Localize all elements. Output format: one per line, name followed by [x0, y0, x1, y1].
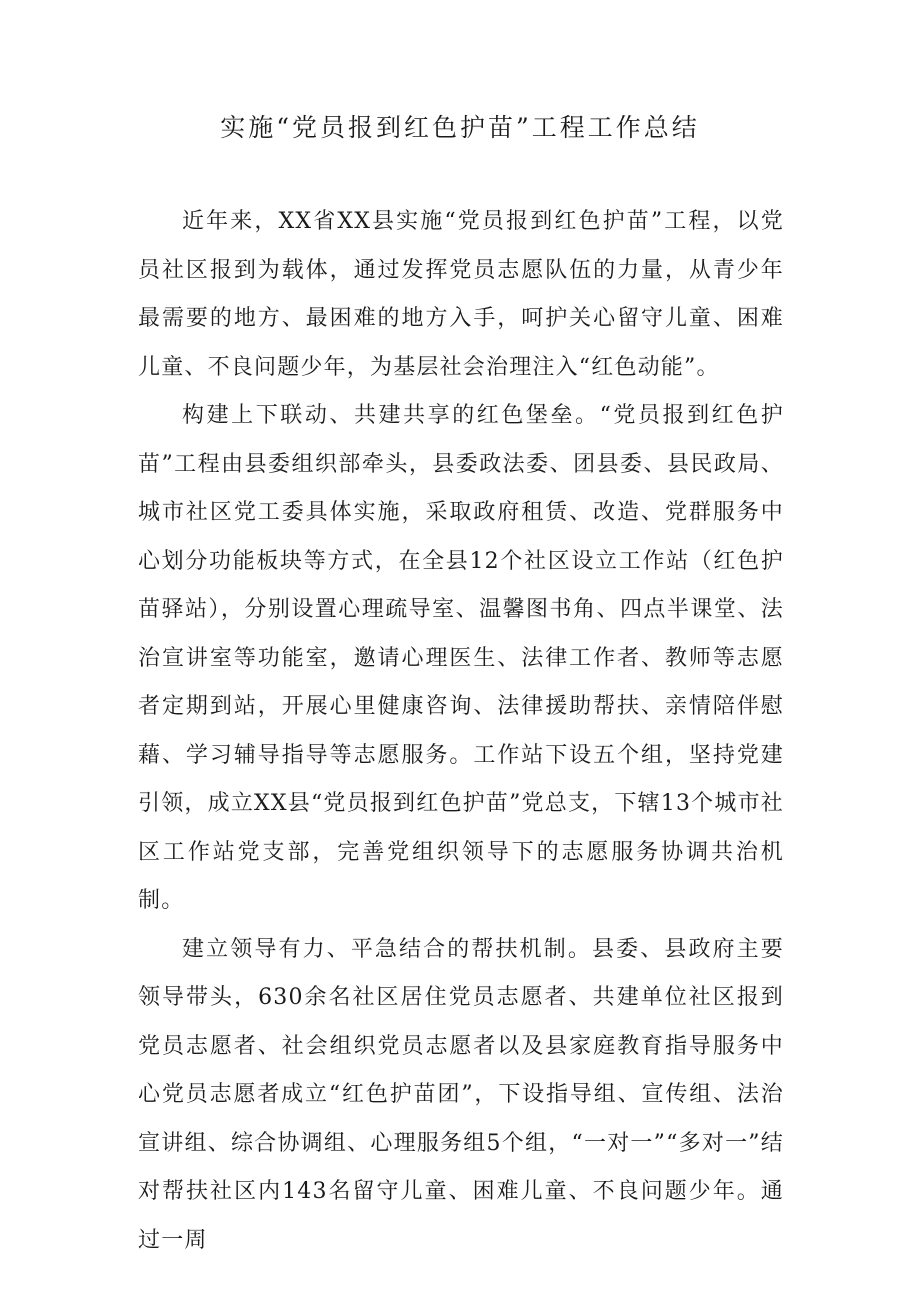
paragraph-assistance-mechanism: 建立领导有力、平急结合的帮扶机制。县委、县政府主要领导带头，630余名社区居住党员志愿者、共建单位社区报到党员志愿者、社会组织党员志愿者以及县家庭教育指导服务中心党员志愿者成立“红色护苗团”，下设指导组、宣传组、法治宣讲组、综合协调组、心理服务组5个组，“一对一”“多对一”结对帮扶社区内143名留守儿童、困难儿童、不良问题少年。通过一周 — [138, 936, 784, 1253]
document-title: 实施“党员报到红色护苗”工程工作总结 — [220, 113, 700, 142]
paragraph-red-fortress: 构建上下联动、共建共享的红色堡垒。“党员报到红色护苗”工程由县委组织部牵头，县委政法委、团县委、县民政局、城市社区党工委具体实施，采取政府租赁、改造、党群服务中心划分功能板块等方式，在全县12个社区设立工作站（红色护苗驿站），分别设置心理疏导室、温馨图书角、四点半课堂、法治宣讲室等功能室，邀请心理医生、法律工作者、教师等志愿者定期到站，开展心里健康咨询、法律援助帮扶、亲情陪伴慰藉、学习辅导指导等志愿服务。工作站下设五个组，坚持党建引领，成立XX县“党员报到红色护苗”党总支，下辖13个城市社区工作站党支部，完善党组织领导下的志愿服务协调共治机制。 — [138, 403, 784, 913]
paragraph-intro: 近年来，XX省XX县实施“党员报到红色护苗”工程，以党员社区报到为载体，通过发挥党员志愿队伍的力量，从青少年最需要的地方、最困难的地方入手，呵护关心留守儿童、困难儿童、不良问题少年，为基层社会治理注入“红色动能”。 — [138, 209, 784, 380]
document-body — [138, 198, 784, 1265]
